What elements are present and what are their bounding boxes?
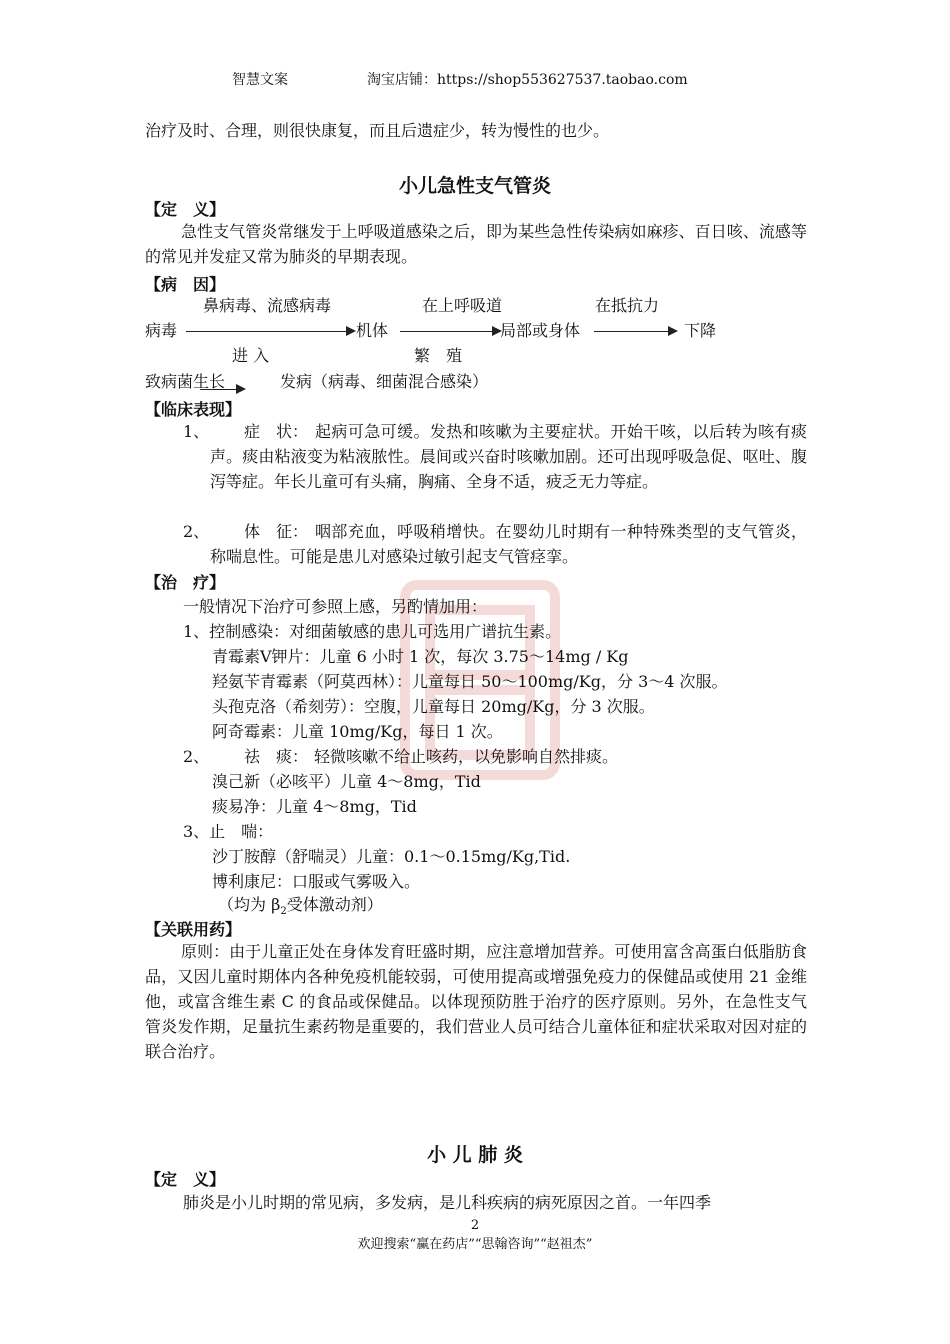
flow-bottom-label-1: 进 入	[232, 346, 270, 365]
clinical-item-text: 起病可急可缓。发热和咳嗽为主要症状。开始干咳，以后转为咳有痰声。痰由粘液变为粘液脓性。晨间或兴奋时咳嗽加剧。还可出现呼吸急促、呕吐、腹泻等症。年长儿童可有头痛，胸痛、全身不适，疲乏无力等症。	[210, 422, 807, 491]
treatment-item-2-label: 祛 痰：	[244, 747, 309, 766]
drug-line: 羟氨苄青霉素（阿莫西林）：儿童每日 50～100mg/Kg，分 3～4 次服。	[212, 672, 728, 691]
flow-node-virus: 病毒	[145, 321, 178, 340]
flow-node-body: 机体	[356, 321, 389, 340]
pneumonia-definition-heading: 【定 义】	[145, 1170, 226, 1189]
page-number: 2	[470, 1218, 480, 1233]
flow-node-onset: 发病（病毒、细菌混合感染）	[280, 372, 489, 391]
treatment-item-2-text: 轻微咳嗽不给止咳药，以免影响自然排痰。	[314, 747, 619, 766]
header-shop-link[interactable]: 淘宝店铺：https://shop553627537.taobao.com	[367, 72, 688, 88]
flow-bottom-label-2: 繁 殖	[414, 346, 463, 365]
beta2-note	[218, 894, 383, 923]
etiology-heading: 【病 因】	[145, 275, 226, 294]
flow-arrow-2	[400, 331, 500, 332]
section-title-pneumonia: 小 儿 肺 炎	[427, 1144, 523, 1166]
clinical-item-number: 2、	[183, 522, 210, 541]
treatment-heading: 【治 疗】	[145, 573, 226, 592]
flow-arrow-4	[200, 389, 244, 390]
flow-top-label-2: 在上呼吸道	[422, 296, 503, 315]
definition-text: 急性支气管炎常继发于上呼吸道感染之后，即为某些急性传染病如麻疹、百日咳、流感等的常见并发症又常为肺炎的早期表现。	[145, 222, 807, 266]
drug-line: 博利康尼：口服或气雾吸入。	[212, 872, 421, 891]
treatment-intro: 一般情况下治疗可参照上感，另酌情加用：	[183, 597, 488, 616]
footer-note: 欢迎搜索“赢在药店”“思翰咨询”“赵祖杰”	[357, 1237, 593, 1252]
intro-line: 治疗及时、合理，则很快康复，而且后遗症少，转为慢性的也少。	[145, 121, 610, 140]
drug-line: 溴己新（必咳平）儿童 4～8mg，Tid	[212, 772, 481, 791]
flow-arrow-3	[594, 331, 676, 332]
clinical-item-label: 症 状：	[244, 422, 309, 441]
drug-line: 痰易净：儿童 4～8mg，Tid	[212, 797, 417, 816]
flow-node-decline: 下降	[684, 321, 717, 340]
related-drugs-text: 原则：由于儿童正处在身体发育旺盛时期，应注意增加营养。可使用富含高蛋白低脂肪食品，又因儿童时期体内各种免疫机能较弱，可使用提高或增强免疫力的保健品或使用 21 金维他，或富含维生素 C 的食品或保健品。以体现预防胜于治疗的医疗原则。另外，在急性支气管炎发作期，足量抗生素药物是重要的，我们营业人员可结合儿童体征和症状采取对因对症的联合治疗。	[145, 942, 807, 1061]
clinical-item-text: 咽部充血，呼吸稍增快。在婴幼儿时期有一种特殊类型的支气管炎，称喘息性。可能是患儿对感染过敏引起支气管痉挛。	[210, 522, 807, 566]
clinical-heading: 【临床表现】	[145, 400, 242, 419]
section-title-bronchitis: 小儿急性支气管炎	[398, 175, 551, 197]
flow-node-local: 局部或身体	[500, 321, 581, 340]
flow-arrow-1	[186, 331, 354, 332]
flow-node-bacteria: 致病菌生长	[145, 372, 226, 391]
beta2-note-prefix: （均为 β	[218, 895, 281, 914]
related-drugs-heading: 【关联用药】	[145, 920, 242, 939]
drug-line: 头孢克洛（希刻劳）：空腹，儿童每日 20mg/Kg，分 3 次服。	[212, 697, 655, 716]
beta2-subscript: 2	[280, 906, 287, 918]
clinical-item-number: 1、	[183, 422, 210, 441]
drug-line: 青霉素Ⅴ钾片：儿童 6 小时 1 次，每次 3.75～14mg / Kg	[212, 647, 629, 666]
drug-line: 沙丁胺醇（舒喘灵）儿童：0.1～0.15mg/Kg,Tid.	[212, 847, 571, 866]
clinical-item-label: 体 征：	[244, 522, 309, 541]
treatment-item-3: 3、止 喘：	[183, 822, 274, 841]
flow-top-label-3: 在抵抗力	[595, 296, 660, 315]
beta2-note-suffix: 受体激动剂）	[286, 895, 383, 914]
drug-line: 阿奇霉素：儿童 10mg/Kg，每日 1 次。	[212, 722, 503, 741]
header-brand: 智慧文案	[232, 72, 288, 88]
definition-heading: 【定 义】	[145, 200, 226, 219]
treatment-item-1: 1、控制感染：对细菌敏感的患儿可选用广谱抗生素。	[183, 622, 562, 641]
pneumonia-definition-text: 肺炎是小儿时期的常见病，多发病，是儿科疾病的病死原因之首。一年四季	[183, 1193, 712, 1212]
flow-top-label-1: 鼻病毒、流感病毒	[203, 296, 332, 315]
treatment-item-2-number: 2、	[183, 747, 210, 766]
